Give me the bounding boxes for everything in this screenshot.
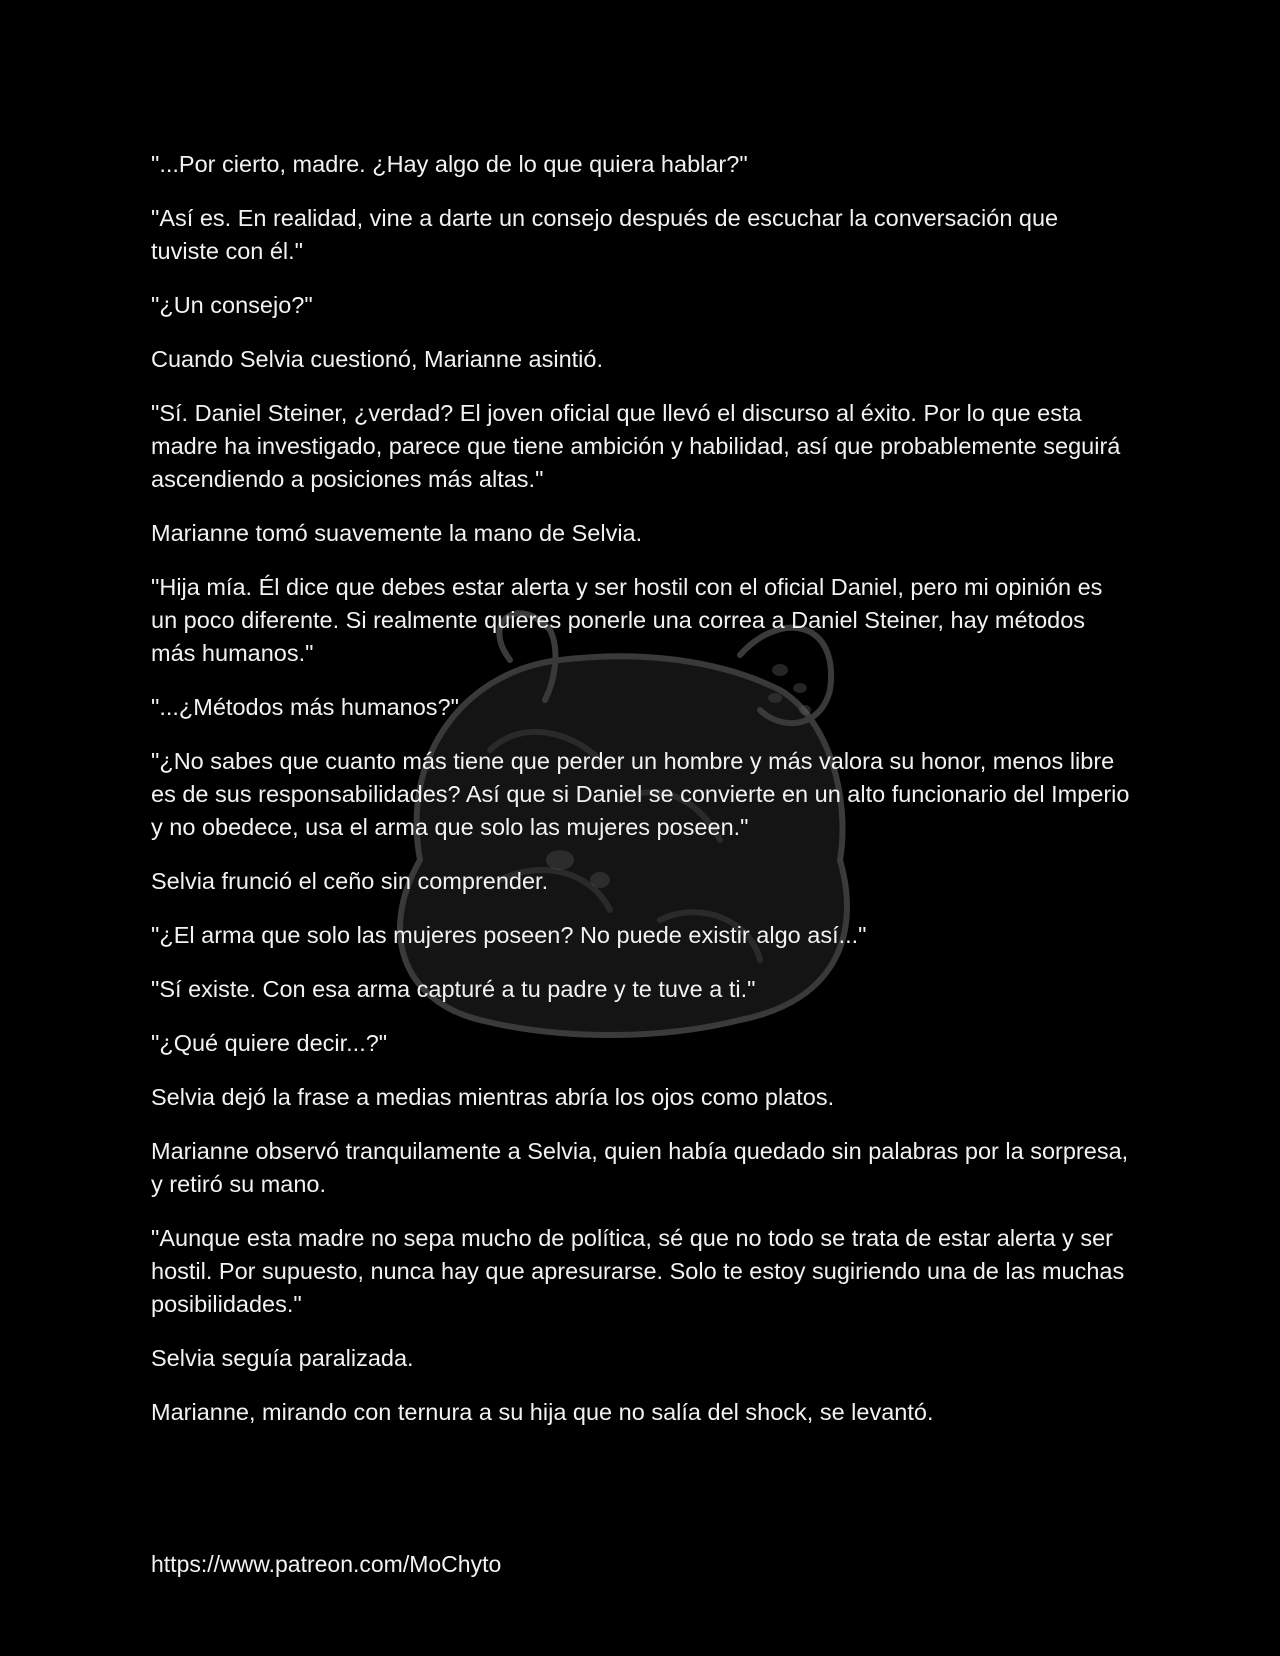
paragraph: Selvia frunció el ceño sin comprender. [151,868,549,894]
paragraph: "Aunque esta madre no sepa mucho de política, sé que no todo se trata de estar alerta y ser hostil. Por supuesto, nunca hay que apresurarse. Solo te estoy sugiriendo una de las muchas posibilidades." [151,1225,1125,1317]
body-text [151,148,1131,1450]
paragraph: Marianne, mirando con ternura a su hija que no salía del shock, se levantó. [151,1399,934,1425]
paragraph: "Hija mía. Él dice que debes estar alerta y ser hostil con el oficial Daniel, pero mi opinión es un poco diferente. Si realmente quieres ponerle una correa a Daniel Steiner, hay métodos más humanos." [151,574,1103,666]
paragraph: "...¿Métodos más humanos?" [151,694,459,720]
paragraph: "Así es. En realidad, vine a darte un consejo después de escuchar la conversación que tuviste con él." [151,205,1059,264]
paragraph: Marianne tomó suavemente la mano de Selvia. [151,520,643,546]
paragraph: "Sí. Daniel Steiner, ¿verdad? El joven oficial que llevó el discurso al éxito. Por lo que esta madre ha investigado, parece que tiene ambición y habilidad, así que probablemente seguirá ascendiendo a posiciones más altas." [151,400,1121,492]
paragraph: "¿No sabes que cuanto más tiene que perder un hombre y más valora su honor, menos libre es de sus responsabilidades? Así que si Daniel se convierte en un alto funcionario del Imperio y no obedece, usa el arma que solo las mujeres poseen." [151,748,1130,840]
paragraph: "Sí existe. Con esa arma capturé a tu padre y te tuve a ti." [151,976,756,1002]
patreon-link[interactable]: https://www.patreon.com/MoChyto [151,1551,502,1577]
paragraph: Marianne observó tranquilamente a Selvia, quien había quedado sin palabras por la sorpresa, y retiró su mano. [151,1138,1129,1197]
paragraph: Selvia seguía paralizada. [151,1345,414,1371]
paragraph: Selvia dejó la frase a medias mientras abría los ojos como platos. [151,1084,835,1110]
paragraph: "¿Un consejo?" [151,292,313,318]
paragraph: "...Por cierto, madre. ¿Hay algo de lo que quiera hablar?" [151,151,748,177]
paragraph: "¿El arma que solo las mujeres poseen? No puede existir algo así..." [151,922,867,948]
paragraph: "¿Qué quiere decir...?" [151,1030,388,1056]
paragraph: Cuando Selvia cuestionó, Marianne asintió. [151,346,603,372]
